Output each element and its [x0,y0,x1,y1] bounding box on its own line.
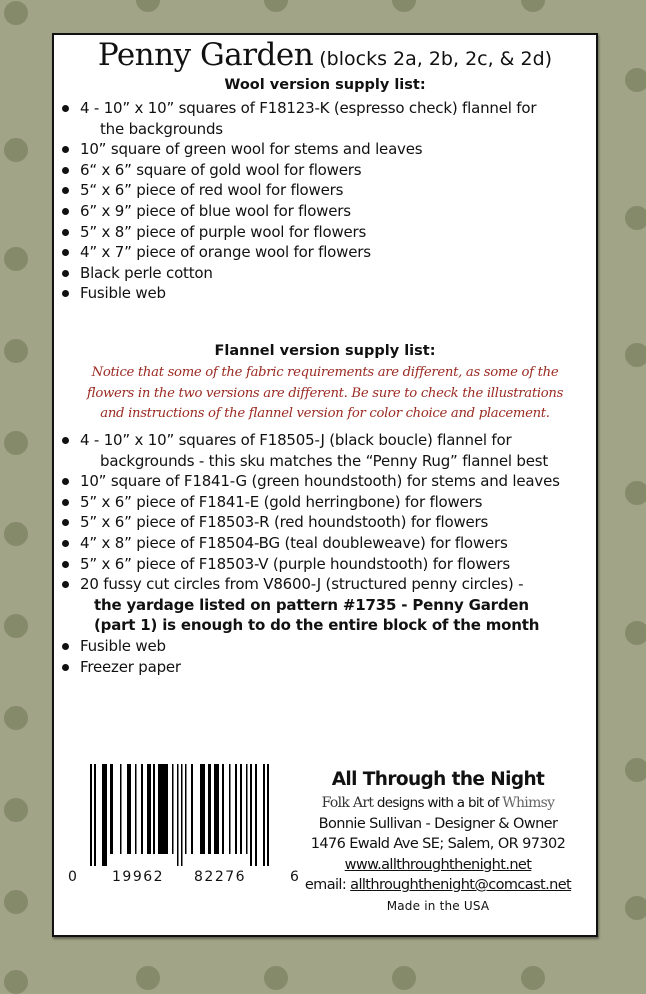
item-text: 4” x 8” piece of F18504-BG (teal doubleweave) for flowers [80,533,508,552]
item-text-continued: backgrounds - this sku matches the “Penny Rug” flannel best [100,451,549,470]
upc-barcode [90,764,272,866]
wool-supply-list [54,98,536,304]
list-item [54,533,560,554]
list-item [54,430,560,471]
list-item [54,263,536,284]
dot-decoration [4,798,28,822]
list-item [54,657,560,678]
item-text: 5” x 6” piece of F1841-E (gold herringbone) for flowers [80,492,483,511]
dot-decoration [4,970,28,994]
barcode-group-right: 82276 [194,869,247,885]
bullet-icon [62,270,69,277]
list-item [54,471,560,492]
dot-decoration [392,966,416,990]
dot-decoration [4,431,28,455]
dot-decoration [4,522,28,546]
company-name: All Through the Night [331,769,545,790]
list-item [54,492,560,513]
item-text: 4” x 7” piece of orange wool for flowers [80,243,371,262]
item-text-bold: (part 1) is enough to do the entire block of the month [94,616,540,635]
company-owner: Bonnie Sullivan - Designer & Owner [318,815,558,832]
bullet-icon [62,187,69,194]
tagline-folk-art: Folk Art [321,795,374,811]
wool-section-heading: Wool version supply list: [224,77,426,93]
item-text: Black perle cotton [80,263,213,282]
item-text: 5“ x 6” piece of red wool for flowers [80,181,344,200]
item-text: 20 fussy cut circles from V8600-J (structured penny circles) - [80,575,524,594]
dot-decoration [625,481,646,505]
barcode-digit-last: 6 [290,869,299,885]
dot-decoration [264,966,288,990]
bullet-icon [62,581,69,588]
email-line [288,875,588,896]
item-text-bold: the yardage listed on pattern #1735 - Penny Garden [94,595,529,614]
item-text: Fusible web [80,636,166,655]
item-text: Fusible web [80,284,166,303]
list-item [54,222,536,243]
bullet-icon [62,229,69,236]
dot-decoration [264,0,288,12]
list-item [54,201,536,222]
made-in-usa: Made in the USA [386,898,490,913]
bullet-icon [62,167,69,174]
dot-decoration [4,138,28,162]
list-item [54,98,536,139]
list-item [54,160,536,181]
barcode-group-left: 19962 [112,869,165,885]
bullet-icon [62,290,69,297]
bullet-icon [62,664,69,671]
bullet-icon [62,437,69,444]
bullet-icon [62,643,69,650]
item-text: 5” x 8” piece of purple wool for flowers [80,222,367,241]
item-text: 5” x 6” piece of F18503-R (red houndstooth) for flowers [80,513,489,532]
email-label: email: [304,877,351,893]
dot-decoration [4,706,28,730]
notice-line: flowers in the two versions are different. Be sure to check the illustrations [86,385,564,401]
title-main: Penny Garden [97,37,314,73]
item-text: 4 - 10” x 10” squares of F18123-K (espresso check) flannel for [80,99,537,117]
dot-decoration [4,1,28,25]
bullet-icon [62,499,69,506]
bullet-icon [62,146,69,153]
dot-decoration [4,247,28,271]
barcode-number [68,869,298,887]
flannel-supply-list [54,430,560,677]
flannel-section-heading: Flannel version supply list: [214,343,436,359]
dot-decoration [4,890,28,914]
dot-decoration [625,68,646,92]
company-info [288,767,588,916]
title-subtitle-text: (blocks 2a, 2b, 2c, & 2d) [319,48,553,70]
dot-decoration [625,206,646,230]
email-link[interactable]: allthroughthenight@comcast.net [350,877,572,893]
list-item [54,139,536,160]
pattern-back-card [52,33,598,937]
list-item [54,554,560,575]
bullet-icon [62,561,69,568]
list-item [54,636,560,657]
list-item [54,574,560,636]
item-text: Freezer paper [80,657,181,676]
dot-decoration [625,621,646,645]
bullet-icon [62,540,69,547]
bullet-icon [62,519,69,526]
item-text: 6“ x 6” square of gold wool for flowers [80,160,362,179]
item-text: 5” x 6” piece of F18503-V (purple houndstooth) for flowers [80,554,511,573]
bullet-icon [62,208,69,215]
dot-decoration [521,0,545,12]
item-text: 6” x 9” piece of blue wool for flowers [80,201,351,220]
dot-decoration [392,0,416,12]
list-item [54,512,560,533]
item-text-continued: the backgrounds [100,119,223,138]
dot-decoration [4,614,28,638]
title-subtitle [313,48,552,70]
bullet-icon [62,105,69,112]
flannel-notice [62,363,588,425]
website-link[interactable]: www.allthroughthenight.net [344,856,532,873]
page-title [54,37,596,73]
list-item [54,180,536,201]
dot-decoration [136,966,160,990]
dot-decoration [521,966,545,990]
dot-decoration [625,343,646,367]
item-text: 10” square of F1841-G (green houndstooth) for stems and leaves [80,472,560,491]
company-tagline [288,793,588,814]
dot-decoration [625,758,646,782]
company-address: 1476 Ewald Ave SE; Salem, OR 97302 [310,836,566,852]
bullet-icon [62,478,69,485]
tagline-whimsy: Whimsy [502,795,555,811]
item-text: 4 - 10” x 10” squares of F18505-J (black boucle) flannel for [80,431,512,449]
dot-decoration [625,896,646,920]
list-item [54,242,536,263]
barcode-digit-first: 0 [68,869,77,885]
dot-decoration [136,0,160,12]
dot-decoration [4,339,28,363]
tagline-middle: designs with a bit of [373,795,503,811]
bullet-icon [62,249,69,256]
notice-line: Notice that some of the fabric requirements are different, as some of the [91,365,559,380]
list-item [54,283,536,304]
item-text: 10” square of green wool for stems and leaves [80,140,423,159]
notice-line: and instructions of the flannel version for color choice and placement. [100,406,550,422]
